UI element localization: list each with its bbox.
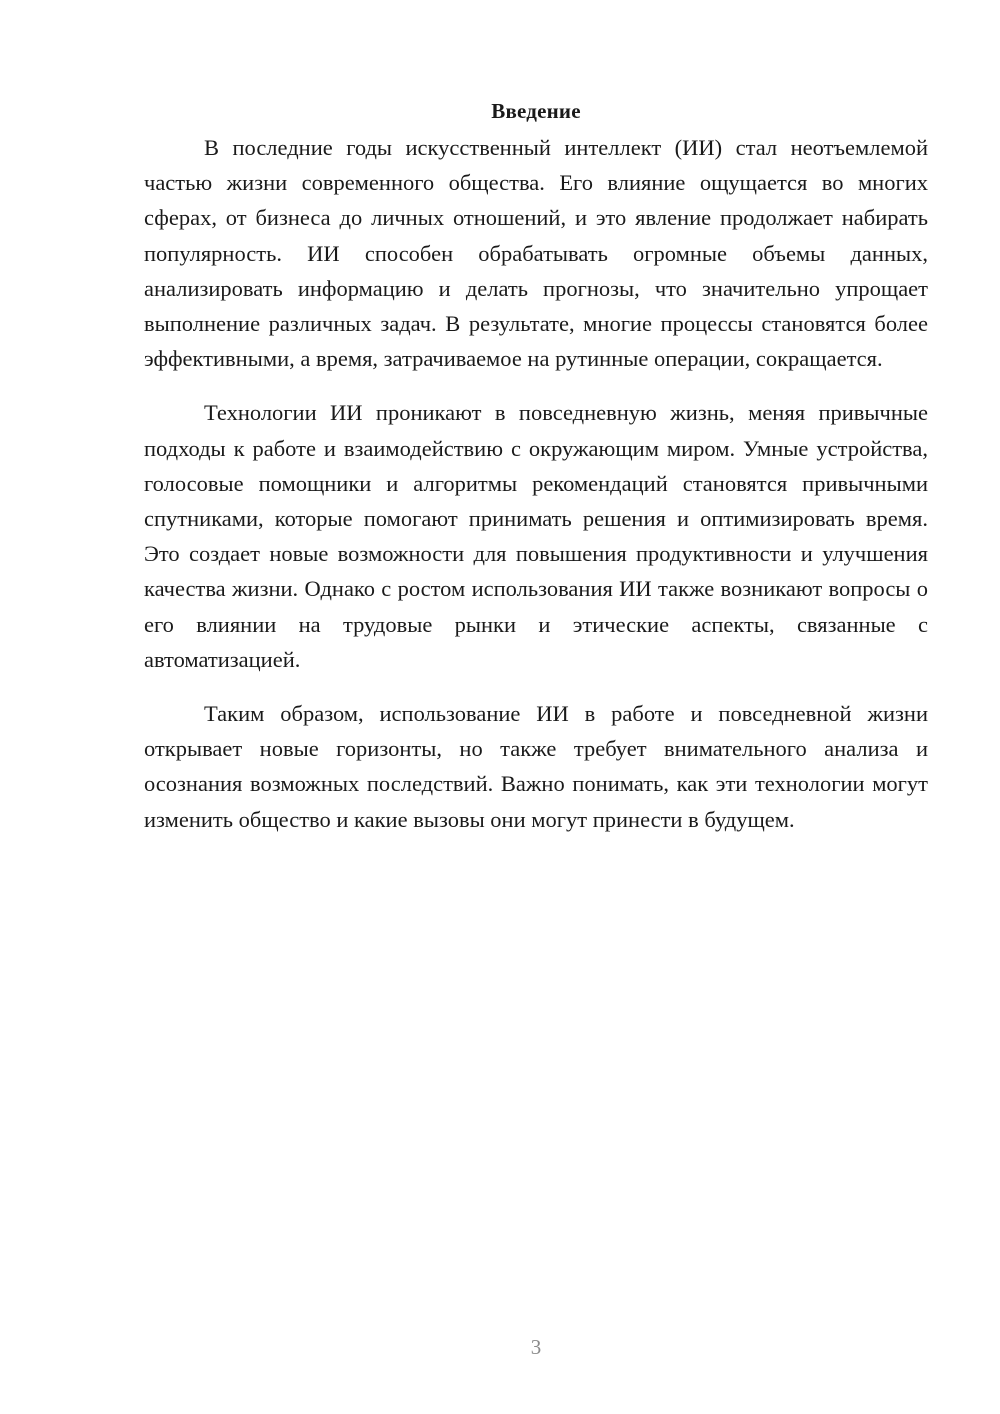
paragraph-3: Таким образом, использование ИИ в работе и повседневной жизни открывает новые горизонты, но также требует внимательного анализа и осознания возможных последствий. Важно понимать, как эти технологии могут изменить общество и какие вызовы они могут принести в будущем. xyxy=(144,701,928,832)
page-number: 3 xyxy=(530,1335,542,1359)
paragraph-2: Технологии ИИ проникают в повседневную жизнь, меняя привычные подходы к работе и взаимодействию с окружающим миром. Умные устройства, голосовые помощники и алгоритмы рекомендаций становятся привычными спутниками, которые помогают принимать решения и оптимизировать время. Это создает новые возможности для повышения продуктивности и улучшения качества жизни. Однако с ростом использования ИИ также возникают вопросы о его влиянии на трудовые рынки и этические аспекты, связанные с автоматизацией. xyxy=(144,400,928,672)
paragraph-1: В последние годы искусственный интеллект (ИИ) стал неотъемлемой частью жизни современного общества. Его влияние ощущается во многих сферах, от бизнеса до личных отношений, и это явление продолжает набирать популярность. ИИ способен обрабатывать огромные объемы данных, анализировать информацию и делать прогнозы, что значительно упрощает выполнение различных задач. В результате, многие процессы становятся более эффективными, а время, затрачиваемое на рутинные операции, сокращается. xyxy=(144,135,928,372)
section-heading: Введение xyxy=(491,99,581,123)
page-content xyxy=(144,96,928,837)
